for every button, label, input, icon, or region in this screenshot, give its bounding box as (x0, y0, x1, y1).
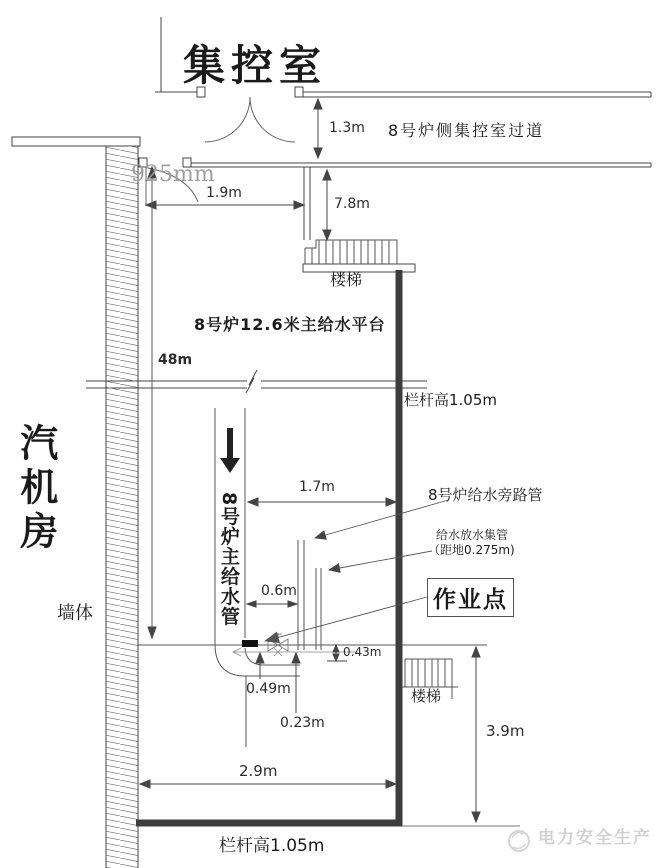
bypass-pipe (298, 540, 304, 650)
lower-railing-label: 栏杆高1.05m (219, 836, 325, 856)
double-door-symbol (205, 97, 295, 142)
drain-header-label: 给水放水集管 (436, 528, 509, 542)
work-point-marker (242, 640, 258, 647)
dim-main-to-bypass: 0.6m (261, 583, 297, 599)
work-point-label: 作业点 (433, 587, 508, 613)
dim-offset-a: 0.49m (246, 681, 291, 697)
opening-width-watermark: 925mm (131, 162, 215, 187)
control-room-title: 集控室 (183, 41, 328, 90)
turbine-hall-title: 汽机房 (13, 423, 59, 555)
upper-stairs (303, 240, 415, 272)
main-pipe-label: 8号炉主给水管 (217, 492, 240, 627)
upper-stairs-label: 楼梯 (330, 270, 363, 289)
wall-label: 墙体 (57, 603, 93, 624)
dim-offset-b: 0.23m (280, 715, 325, 731)
dim-corridor-height: 1.3m (329, 120, 365, 136)
dim-column-height: 7.8m (334, 196, 370, 212)
platform-label: 8号炉12.6米主给水平台 (194, 315, 386, 334)
upper-railing-label: 栏杆高1.05m (404, 391, 498, 409)
logo-icon (509, 831, 529, 851)
leader-lines (265, 501, 445, 641)
dim-wall-to-column: 1.9m (206, 185, 242, 201)
valve-symbol (268, 634, 288, 651)
dim-platform-elevation: 48m (158, 352, 193, 368)
dim-header-drop: 0.43m (343, 645, 382, 659)
corridor-label: 8号炉侧集控室过道 (388, 121, 545, 140)
work-point-box (427, 578, 514, 617)
bypass-pipe-label: 8号炉给水旁路管 (428, 486, 543, 504)
drain-header-note: （距地0.275m) (428, 543, 515, 557)
break-symbol (246, 370, 261, 393)
dim-floor-width: 2.9m (239, 762, 278, 780)
lower-stairs-label: 楼梯 (411, 687, 442, 705)
safety-watermark-label: 电力安全生产 (538, 828, 652, 848)
drain-header-pipe (316, 568, 321, 650)
flow-direction-arrow (220, 428, 240, 473)
dim-floor-height: 3.9m (486, 722, 525, 740)
dim-pipe-to-railing: 1.7m (299, 479, 335, 495)
hatched-wall (106, 146, 138, 868)
